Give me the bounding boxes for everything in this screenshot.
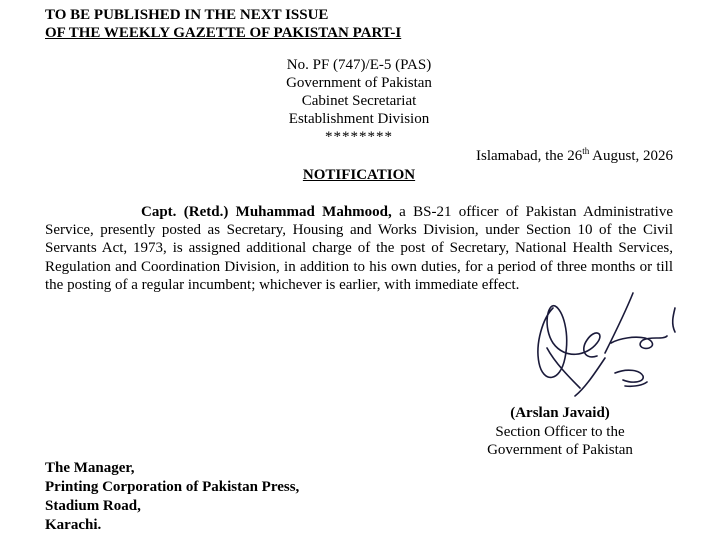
- signatory-designation-line-1: Section Officer to the: [495, 424, 625, 440]
- separator-stars: ********: [325, 129, 393, 145]
- address-line-4: Karachi.: [45, 517, 102, 533]
- reference-number: No. PF (747)/E-5 (PAS): [286, 57, 432, 73]
- address-line-1: The Manager,: [45, 460, 135, 476]
- notification-title: NOTIFICATION: [302, 167, 416, 183]
- signatory-designation-line-2: Government of Pakistan: [487, 442, 633, 458]
- division-name: Establishment Division: [288, 111, 430, 127]
- signatory-name: (Arslan Javaid): [510, 405, 610, 421]
- notification-text: a BS-21 officer of Pakistan Administrative Service, presently posted as Secretary, Housing and Works Division, under Section 10 of the Civil Servants Act, 1973, is assigned additional charge of the post of Secretary, National Health Services, Regulation and Coordination Division, in addition to his own duties, for a period of three months or till the posting of a regular incumbent; whichever is earlier, with immediate effect.: [45, 204, 674, 293]
- officer-name: Capt. (Retd.) Muhammad Mahmood,: [141, 204, 392, 220]
- handwritten-signature: [525, 288, 685, 398]
- date-ordinal: th: [582, 146, 590, 156]
- government-name: Government of Pakistan: [286, 75, 432, 91]
- issue-date: [476, 147, 673, 165]
- secretariat-name: Cabinet Secretariat: [301, 93, 417, 109]
- notification-body: [45, 203, 673, 294]
- address-line-2: Printing Corporation of Pakistan Press,: [45, 479, 300, 495]
- gazette-header-line-2: OF THE WEEKLY GAZETTE OF PAKISTAN PART-I: [45, 25, 402, 41]
- date-prefix: Islamabad, the 26: [476, 148, 583, 164]
- date-rest: August, 2026: [589, 148, 673, 164]
- gazette-header-line-1: TO BE PUBLISHED IN THE NEXT ISSUE: [45, 7, 329, 23]
- address-line-3: Stadium Road,: [45, 498, 141, 514]
